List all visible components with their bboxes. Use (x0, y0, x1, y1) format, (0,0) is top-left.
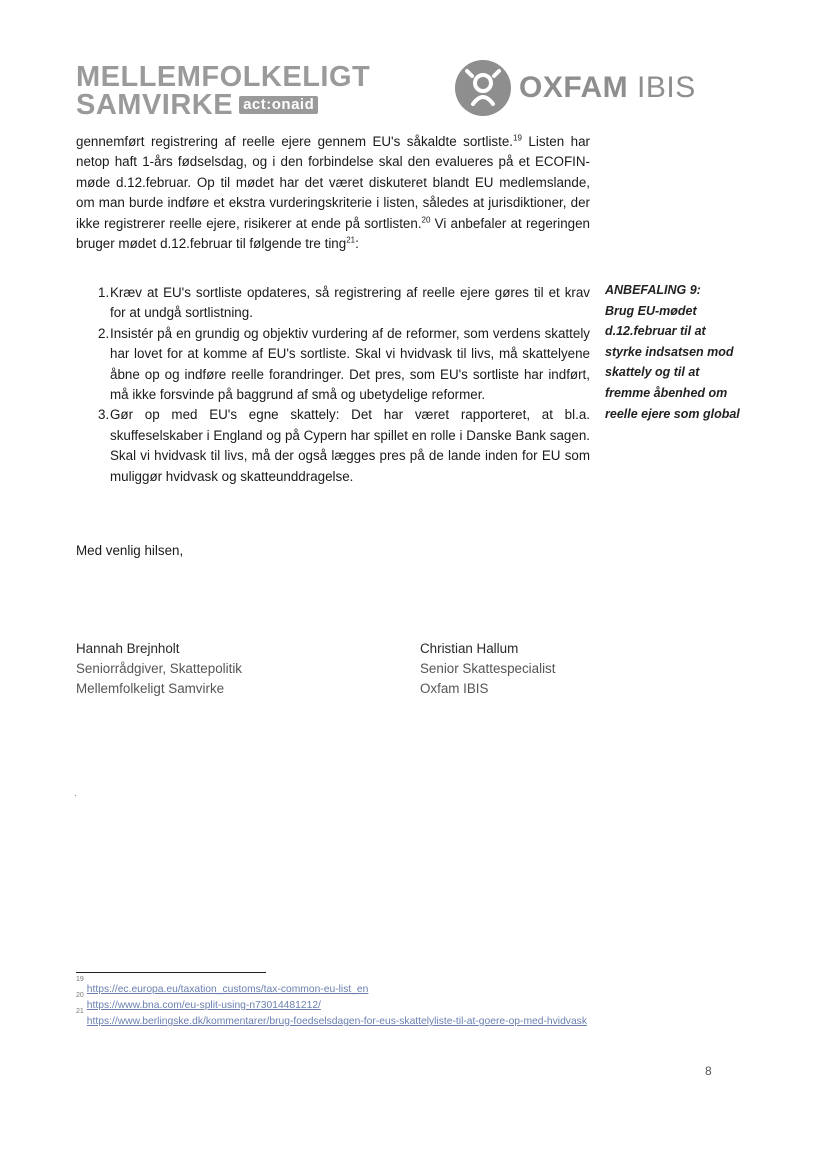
footnote-link[interactable]: https://ec.europa.eu/taxation_customs/tax-common-eu-list_en (86, 984, 369, 995)
sidenote-line: skattely og til at (605, 365, 700, 380)
signer-name: Christian Hallum (420, 641, 519, 656)
list-item (76, 283, 590, 324)
oxfam-bold: OXFAM (519, 71, 629, 104)
footnotes (76, 976, 587, 1030)
recommendation-sidenote (605, 280, 775, 424)
footnote-divider (76, 972, 266, 973)
footnote-20 (76, 992, 587, 1014)
sidenote-line: d.12.februar til at (605, 324, 706, 339)
footnote-number: 19 (76, 976, 84, 983)
footnote-21 (76, 1008, 587, 1030)
page-number: 8 (705, 1064, 712, 1078)
sidenote-line: styrke indsatsen mod (605, 344, 734, 359)
oxfam-wordmark (519, 73, 696, 103)
signer-name: Hannah Brejnholt (76, 641, 180, 656)
intro-paragraph (76, 132, 590, 254)
footnote-ref-20[interactable]: 20 (421, 215, 431, 225)
sidenote-line: ANBEFALING 9: (605, 283, 701, 297)
list-number: 1. (98, 285, 110, 300)
paragraph-part-1: gennemført registrering af reelle ejere gennem EU's såkaldte sortliste. (76, 134, 514, 149)
signer-org: Mellemfolkeligt Samvirke (76, 681, 225, 696)
list-item-text: Kræv at EU's sortliste opdateres, så registrering af reelle ejere gøres til et krav for at undgå sortlistning. (110, 285, 590, 321)
oxfam-ibis-logo (455, 60, 696, 116)
closing-greeting: Med venlig hilsen, (76, 543, 184, 558)
paragraph-part-3: Vi anbefaler at regeringen bruger mødet d.12.februar til følgende tre ting (76, 215, 590, 252)
signer-title: Seniorrådgiver, Skattepolitik (76, 661, 242, 676)
logo-ms-line1: MELLEMFOLKELIGT (76, 61, 371, 93)
sidenote-line: fremme åbenhed om (605, 385, 728, 400)
paragraph-part-2: Listen har netop haft 1-års fødselsdag, og i den forbindelse skal den evalueres på et ECOFIN-møde d.12.februar. Op til mødet har det været diskuteret blandt EU medlemslande, om man burde indføre et ekstra vurderingskriterie i listen, således at jurisdiktioner, der ikke registrerer reelle ejere, risikerer at ende på sortlisten. (76, 134, 590, 231)
footnote-number: 21 (76, 1008, 84, 1015)
signature-left (76, 639, 242, 699)
list-item (76, 405, 590, 487)
actionaid-badge: act:onaid (239, 96, 318, 114)
list-number: 3. (98, 407, 110, 423)
footnote-link[interactable]: https://www.berlingske.dk/kommentarer/brug-foedselsdagen-for-eus-skattelyliste-til-at-goere-op-med-hvidvask (86, 1016, 587, 1027)
logo-ms-line2: SAMVIRKE (76, 89, 234, 121)
footnote-number: 20 (76, 992, 84, 999)
list-item (76, 324, 590, 406)
logo-ms-row2 (76, 91, 370, 119)
footnote-ref-21[interactable]: 21 (346, 235, 356, 245)
signer-org: Oxfam IBIS (420, 681, 489, 696)
footnote-ref-19[interactable]: 19 (513, 133, 522, 143)
signer-title: Senior Skattespecialist (420, 661, 556, 676)
footnote-link[interactable]: https://www.bna.com/eu-split-using-n73014481212/ (86, 1000, 321, 1011)
paragraph-part-4: : (355, 236, 359, 252)
recommendation-list (76, 283, 590, 487)
sidenote-line: Brug EU-mødet (605, 303, 697, 318)
signature-right (420, 639, 555, 699)
oxfam-person-icon (455, 60, 511, 116)
stray-mark: . (74, 788, 77, 799)
list-number: 2. (98, 325, 110, 341)
mellemfolkeligt-samvirke-logo (76, 63, 370, 119)
sidenote-line: reelle ejere som global (605, 406, 740, 421)
list-item-text: Insistér på en grundig og objektiv vurdering af de reformer, som verdens skattely har lovet for at komme af EU's sortliste. Skal vi hvidvask til livs, må skattelyene åbne op og indføre reelle forandringer. Det pres, som EU's sortliste har indført, må ikke forsvinde på baggrund af små og ubetydelige reformer. (110, 325, 590, 403)
list-item-text: Gør op med EU's egne skattely: Det har været rapporteret, at bl.a. skuffeselskaber i England og på Cypern har spillet en rolle i Danske Bank sagen. Skal vi hvidvask til livs, må der også lægges pres på de lande inden for EU som muliggør hvidvask og skatteunddragelse. (110, 407, 590, 484)
oxfam-ibis: IBIS (637, 71, 696, 104)
footnote-19 (76, 976, 587, 998)
